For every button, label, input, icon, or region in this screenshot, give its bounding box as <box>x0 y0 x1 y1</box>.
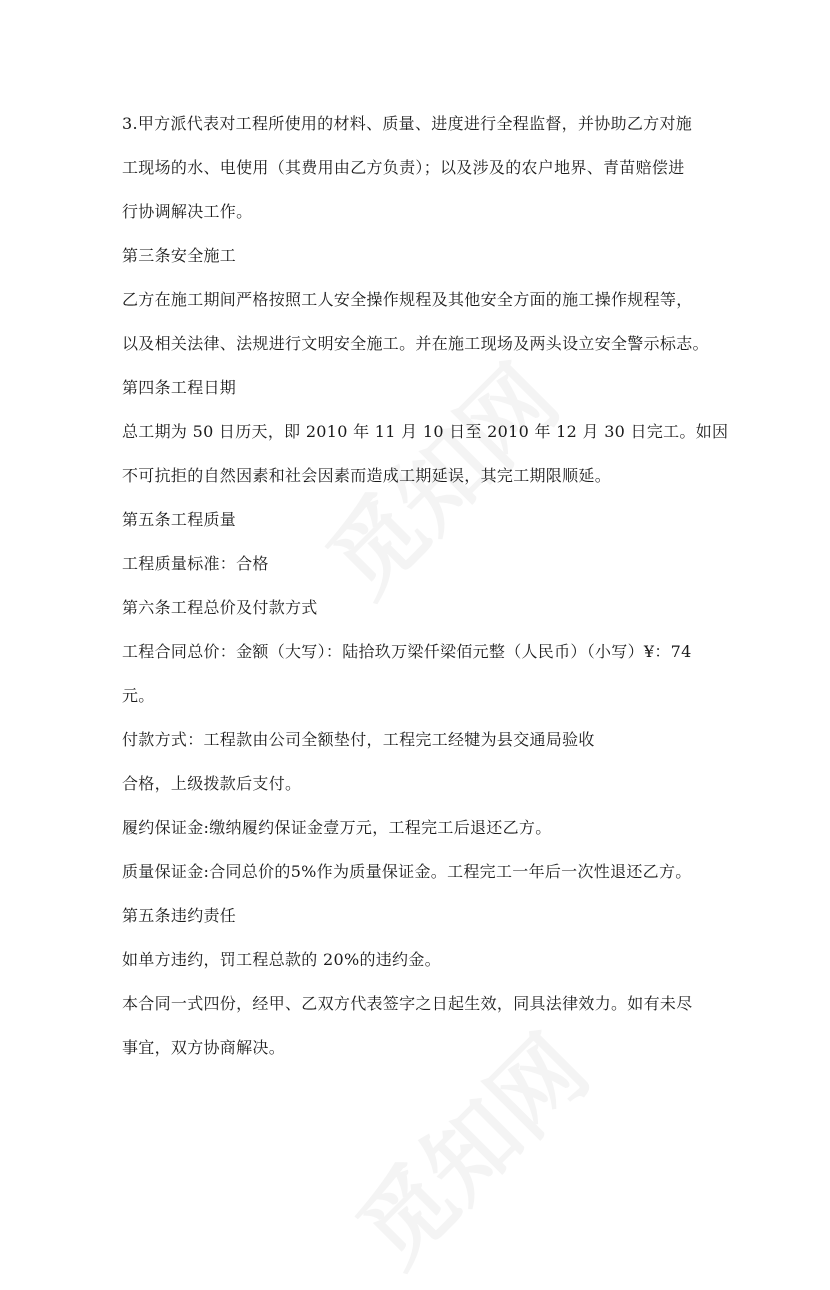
section-heading: 第四条工程日期 <box>122 378 237 397</box>
section-heading: 第六条工程总价及付款方式 <box>122 598 318 617</box>
paragraph-line: 付款方式：工程款由公司全额垫付，工程完工经犍为县交通局验收 <box>122 730 595 749</box>
section-heading: 第五条违约责任 <box>122 906 237 925</box>
paragraph-line: 合格，上级拨款后支付。 <box>122 774 302 793</box>
paragraph-line: 以及相关法律、法规进行文明安全施工。并在施工现场及两头设立安全警示标志。 <box>122 334 709 353</box>
paragraph-line: 如单方违约，罚工程总款的 20%的违约金。 <box>122 950 441 969</box>
paragraph-line: 行协调解决工作。 <box>122 202 253 221</box>
paragraph-line: 元。 <box>122 686 155 705</box>
watermark-bottom <box>324 1002 613 1290</box>
paragraph-line: 工程合同总价：金额（大写）：陆拾玖万梁仟梁佰元整（人民币）（小写）¥：74 <box>122 642 692 661</box>
paragraph-line: 事宜，双方协商解决。 <box>122 1038 286 1057</box>
paragraph-line: 不可抗拒的自然因素和社会因素而造成工期延误，其完工期限顺延。 <box>122 466 612 485</box>
paragraph-line: 履约保证金:缴纳履约保证金壹万元，工程完工后退还乙方。 <box>122 818 552 837</box>
paragraph-line: 质量保证金:合同总价的5%作为质量保证金。工程完工一年后一次性退还乙方。 <box>122 862 692 881</box>
paragraph-line: 3.甲方派代表对工程所使用的材料、质量、进度进行全程监督，并协助乙方对施 <box>122 114 693 133</box>
paragraph-line: 乙方在施工期间严格按照工人安全操作规程及其他安全方面的施工操作规程等， <box>122 290 693 309</box>
section-heading: 第三条安全施工 <box>122 246 237 265</box>
paragraph-line: 工现场的水、电使用（其费用由乙方负责）；以及涉及的农户地界、青苗赔偿进 <box>122 158 685 177</box>
section-heading: 第五条工程质量 <box>122 510 237 529</box>
paragraph-line: 工程质量标准：合格 <box>122 554 269 573</box>
paragraph-line: 总工期为 50 日历天，即 2010 年 11 月 10 日至 2010 年 12 月 30 日完工。如因 <box>122 422 729 441</box>
paragraph-line: 本合同一式四份，经甲、乙双方代表签字之日起生效，同具法律效力。如有未尽 <box>122 994 693 1013</box>
